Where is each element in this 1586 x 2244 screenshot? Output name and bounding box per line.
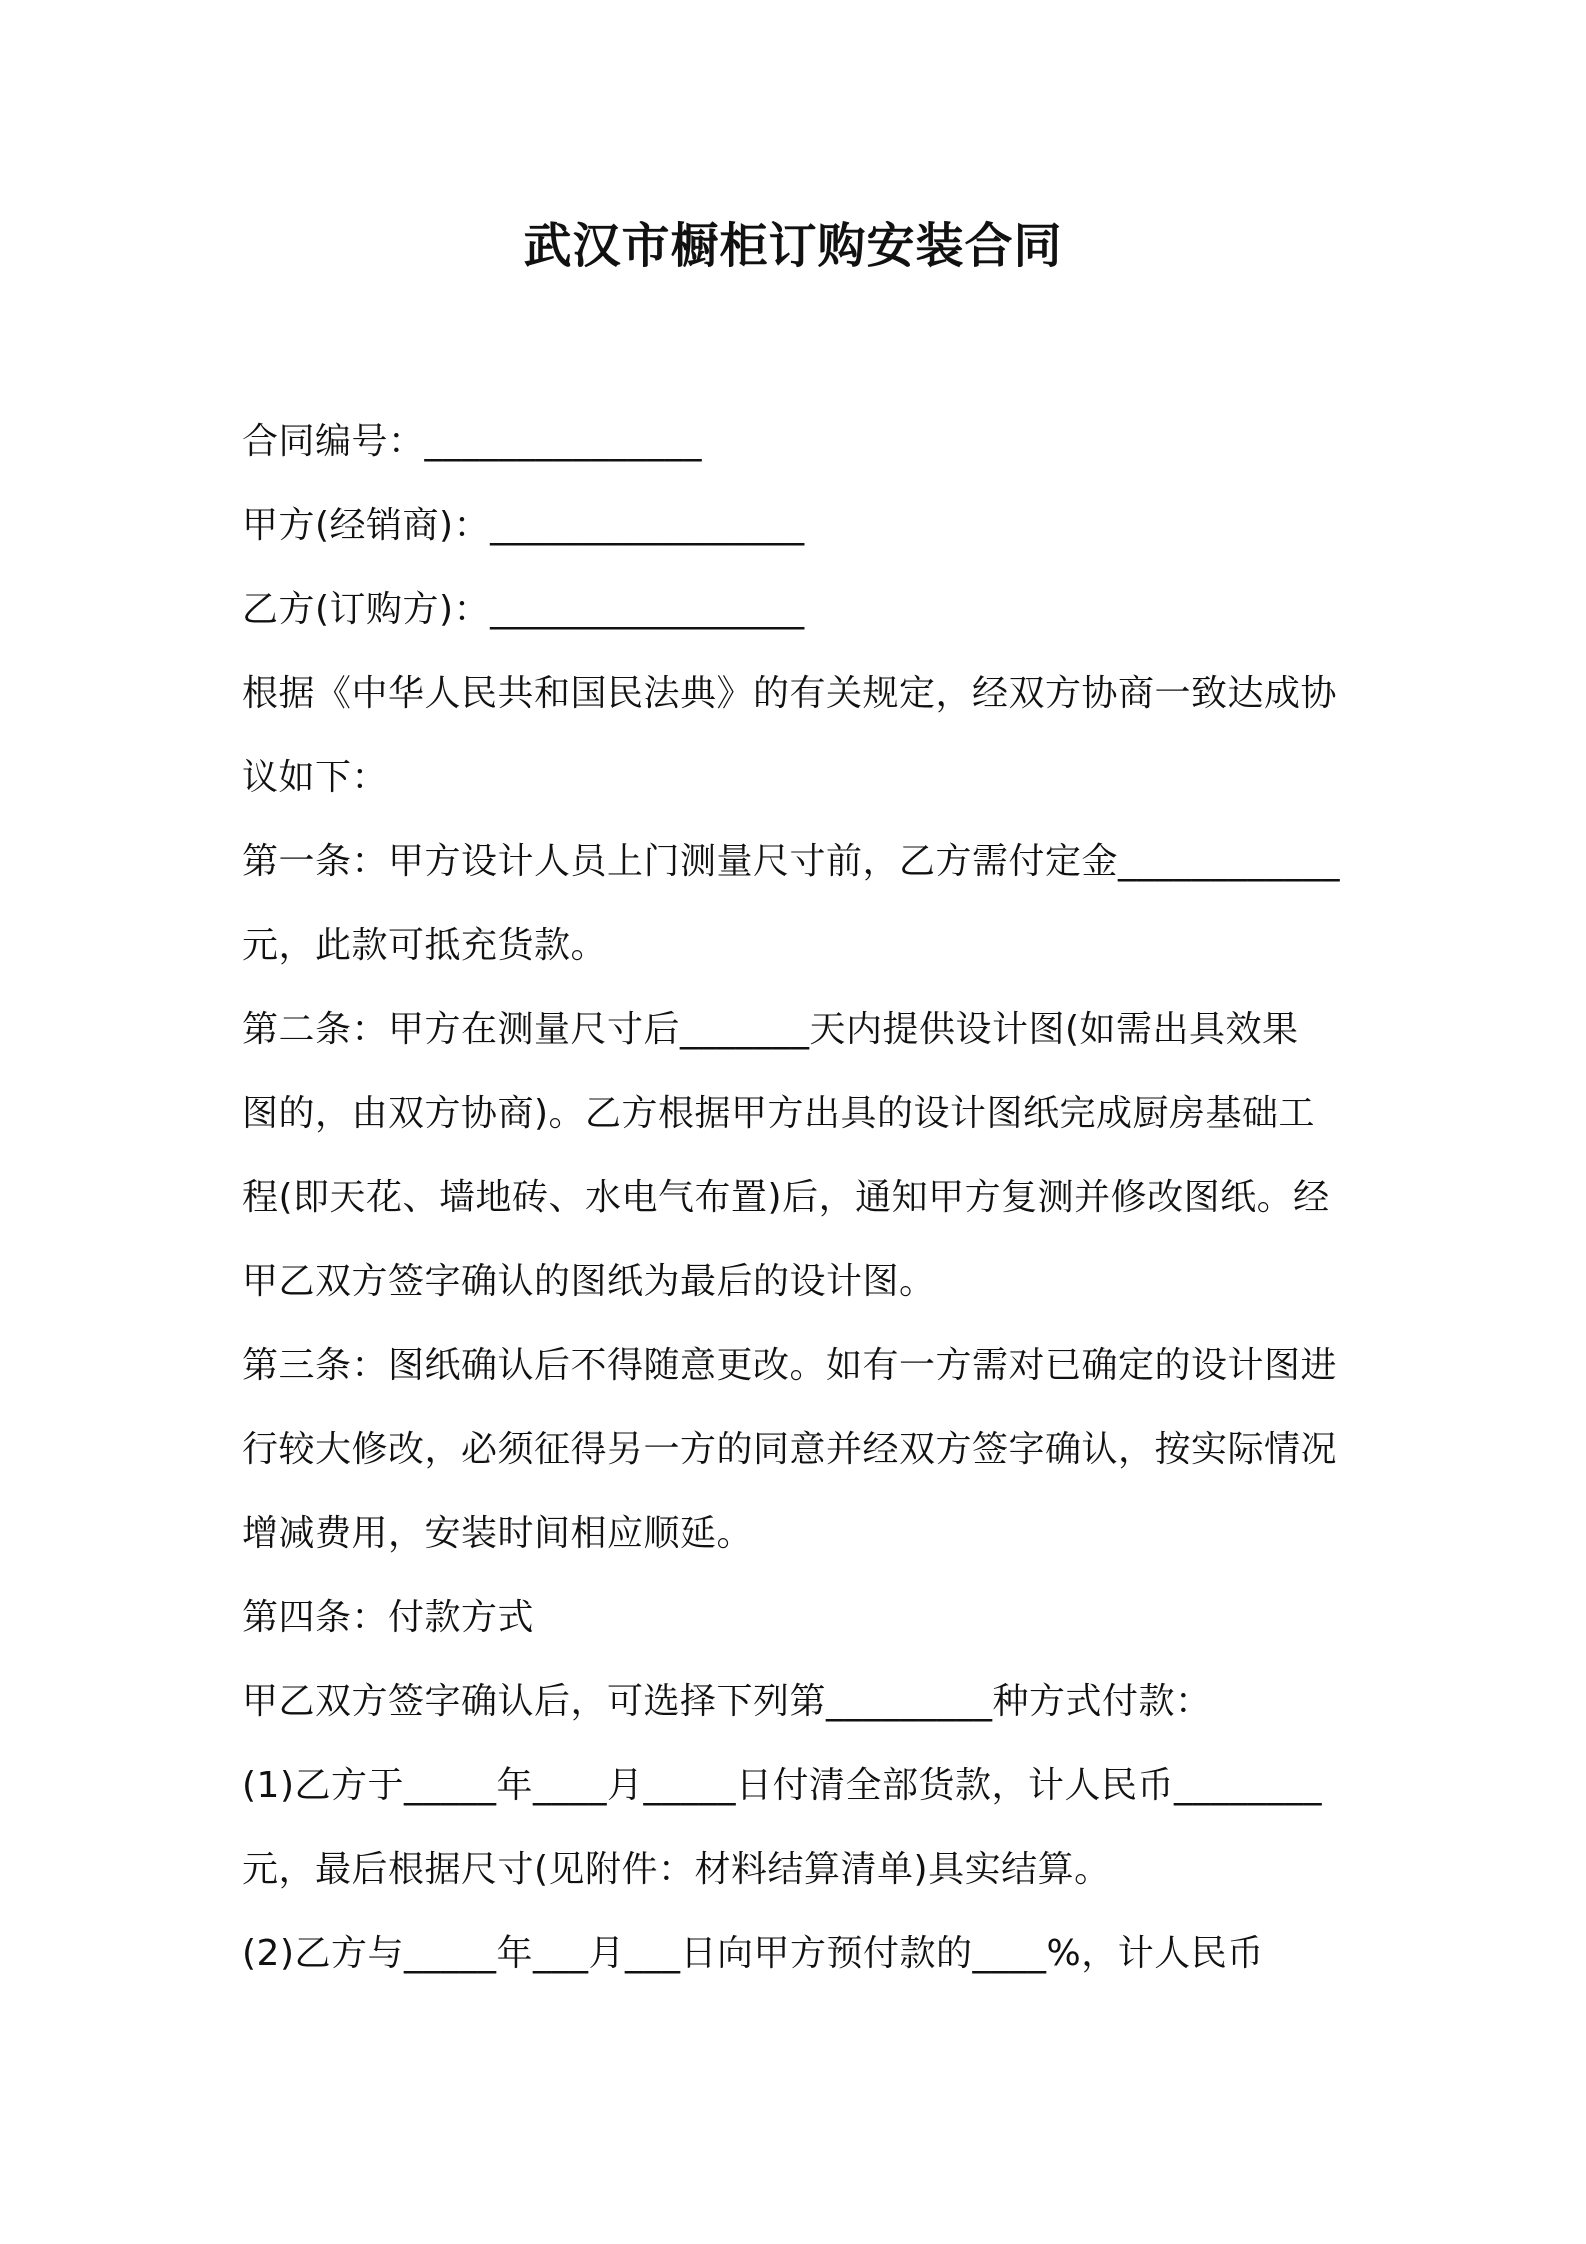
payment-option-2-line: (2)乙方与_____年___月___日向甲方预付款的____%，计人民币 [242, 1933, 1264, 1974]
article-4-heading: 第四条：付款方式 [242, 1597, 535, 1638]
party-b-line: 乙方(订购方)：_________________ [242, 589, 805, 630]
payment-option-1-line: 元，最后根据尺寸(见附件：材料结算清单)具实结算。 [242, 1849, 1111, 1890]
article-4-line: 甲乙双方签字确认后，可选择下列第_________种方式付款： [242, 1681, 1212, 1722]
preamble-line: 根据《中华人民共和国民法典》的有关规定，经双方协商一致达成协 [242, 673, 1338, 714]
article-3-line: 行较大修改，必须征得另一方的同意并经双方签字确认，按实际情况 [242, 1429, 1338, 1470]
article-2-line: 第二条：甲方在测量尺寸后_______天内提供设计图(如需出具效果 [242, 1009, 1299, 1050]
article-3-line: 第三条：图纸确认后不得随意更改。如有一方需对已确定的设计图进 [242, 1345, 1338, 1386]
payment-option-1-line: (1)乙方于_____年____月_____日付清全部货款，计人民币________ [242, 1765, 1322, 1806]
contract-number-line: 合同编号：_______________ [242, 421, 703, 462]
document-title: 武汉市橱柜订购安装合同 [523, 218, 1063, 274]
article-2-line: 图的，由双方协商)。乙方根据甲方出具的设计图纸完成厨房基础工 [242, 1093, 1316, 1134]
article-1-line: 元，此款可抵充货款。 [242, 925, 608, 966]
preamble-line: 议如下： [242, 757, 389, 798]
document-body [242, 400, 1362, 1996]
article-2-line: 甲乙双方签字确认的图纸为最后的设计图。 [242, 1261, 936, 1302]
party-a-line: 甲方(经销商)：_________________ [242, 505, 805, 546]
article-2-line: 程(即天花、墙地砖、水电气布置)后，通知甲方复测并修改图纸。经 [242, 1177, 1330, 1218]
article-3-line: 增减费用，安装时间相应顺延。 [242, 1513, 754, 1554]
article-1-line: 第一条：甲方设计人员上门测量尺寸前，乙方需付定金____________ [242, 841, 1341, 882]
